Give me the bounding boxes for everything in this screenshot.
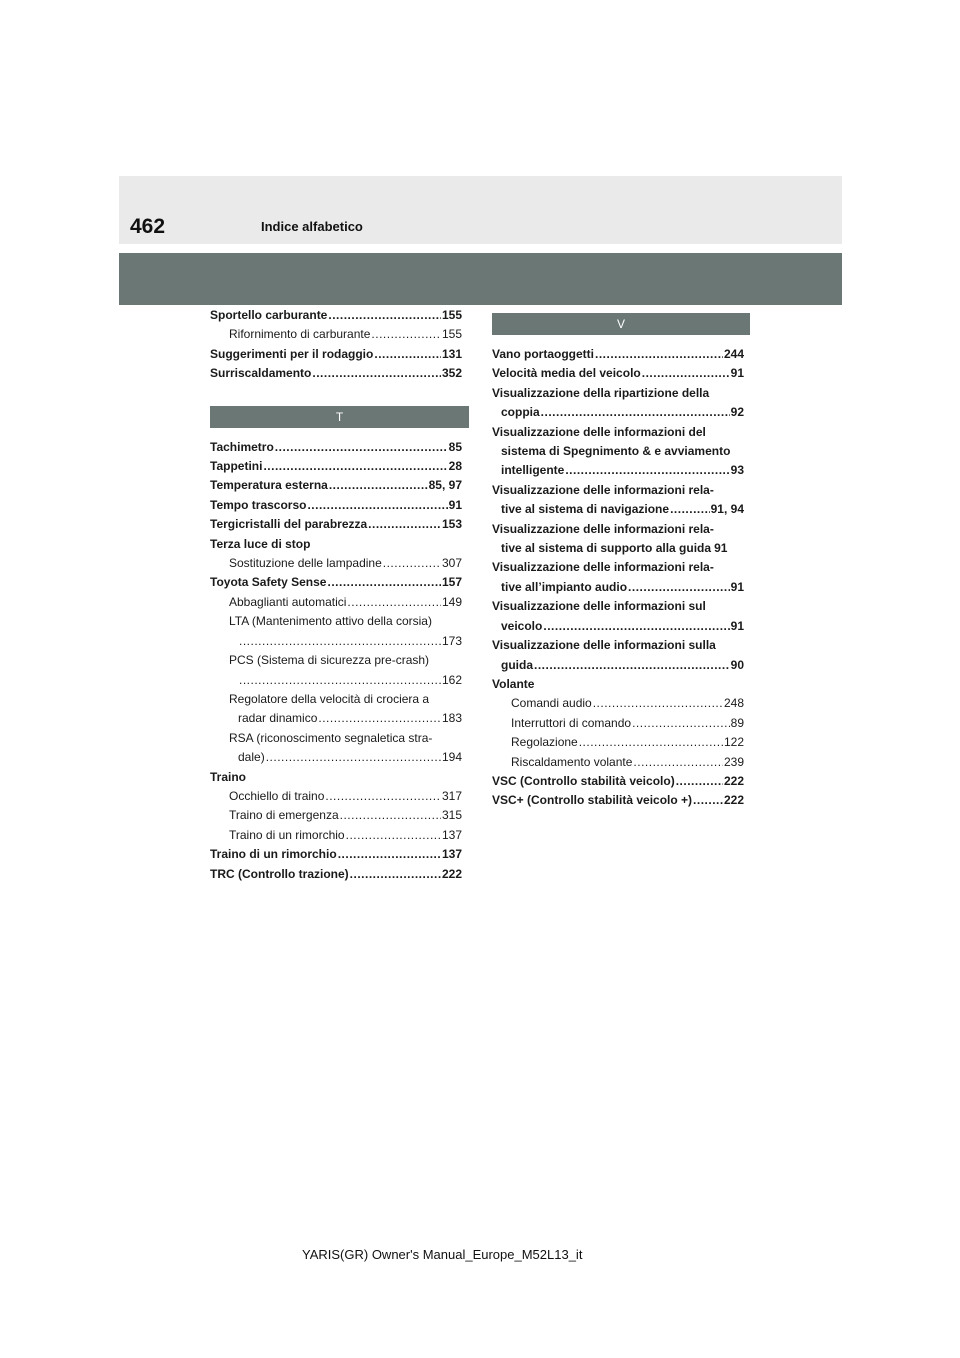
index-subentry: Regolatore della velocità di crociera a xyxy=(229,691,430,706)
index-entry: Tachimetro ..... 85 xyxy=(210,438,462,457)
index-entry: Vano portaoggetti ..... 244 xyxy=(492,345,744,364)
index-entry: Visualizzazione delle informazioni sulla xyxy=(492,638,716,653)
index-entry-continued: veicolo ..... 91 xyxy=(492,617,744,636)
index-subentry: Riscaldamento volante ..... 239 xyxy=(492,753,744,772)
index-entry-continued: tive al sistema di supporto alla guida 91 xyxy=(501,541,728,556)
index-entry: Toyota Safety Sense ..... 157 xyxy=(210,573,462,592)
footer-manual-id: YARIS(GR) Owner's Manual_Europe_M52L13_it xyxy=(302,1247,583,1262)
index-column-left xyxy=(210,306,462,884)
section-header-t: T xyxy=(210,406,469,428)
index-entry: Visualizzazione della ripartizione della xyxy=(492,385,710,400)
index-subentry: Abbaglianti automatici ..... 149 xyxy=(210,593,462,612)
index-subentry: PCS (Sistema di sicurezza pre-crash) xyxy=(229,653,430,668)
index-entry: Sportello carburante ..... 155 xyxy=(210,306,462,325)
index-subentry: Interruttori di comando ..... 89 xyxy=(492,714,744,733)
index-entry: Surriscaldamento ..... 352 xyxy=(210,364,462,383)
index-entry: Tappetini ..... 28 xyxy=(210,457,462,476)
index-subentry-continued: ..... 162 xyxy=(210,671,462,690)
index-entry: Visualizzazione delle informazioni sul xyxy=(492,599,706,614)
index-entry: Traino xyxy=(210,769,247,784)
index-subentry: LTA (Mantenimento attivo della corsia) xyxy=(229,614,432,629)
section-banner xyxy=(119,253,842,305)
index-subentry: Traino di emergenza ..... 315 xyxy=(210,806,462,825)
index-entry: Terza luce di stop xyxy=(210,536,311,551)
index-entry: Temperatura esterna ..... 85, 97 xyxy=(210,476,462,495)
index-subentry-continued: ..... 173 xyxy=(210,632,462,651)
index-subentry: Sostituzione delle lampadine ..... 307 xyxy=(210,554,462,573)
index-subentry: Regolazione ..... 122 xyxy=(492,733,744,752)
index-entry: Visualizzazione delle informazioni rela- xyxy=(492,560,714,575)
index-entry: Tergicristalli del parabrezza ..... 153 xyxy=(210,515,462,534)
index-entry-continued: coppia ..... 92 xyxy=(492,403,744,422)
index-entry: Visualizzazione delle informazioni rela- xyxy=(492,521,714,536)
index-entry-continued: tive all’impianto audio ..... 91 xyxy=(492,578,744,597)
index-subentry: Comandi audio ..... 248 xyxy=(492,694,744,713)
index-entry: Traino di un rimorchio ..... 137 xyxy=(210,845,462,864)
index-entry: Visualizzazione delle informazioni del xyxy=(492,424,706,439)
index-entry: Suggerimenti per il rodaggio ..... 131 xyxy=(210,345,462,364)
index-entry-continued: sistema di Spegnimento & e avviamento xyxy=(501,444,731,459)
index-entry-continued: guida ..... 90 xyxy=(492,656,744,675)
index-subentry: Rifornimento di carburante ..... 155 xyxy=(210,325,462,344)
index-entry: TRC (Controllo trazione) ..... 222 xyxy=(210,865,462,884)
index-column-right xyxy=(492,306,744,811)
index-subentry: Occhiello di traino ..... 317 xyxy=(210,787,462,806)
index-subentry: Traino di un rimorchio ..... 137 xyxy=(210,826,462,845)
index-subentry-continued: radar dinamico ..... 183 xyxy=(210,709,462,728)
index-subentry: RSA (riconoscimento segnaletica stra- xyxy=(229,730,433,745)
index-subentry-continued: dale) ..... 194 xyxy=(210,748,462,767)
page-number: 462 xyxy=(130,215,166,238)
index-entry-continued: intelligente ..... 93 xyxy=(492,461,744,480)
header-band xyxy=(119,176,842,244)
index-entry: Visualizzazione delle informazioni rela- xyxy=(492,482,714,497)
index-entry: VSC+ (Controllo stabilità veicolo +) ..... 222 xyxy=(492,791,744,810)
index-entry: Velocità media del veicolo ..... 91 xyxy=(492,364,744,383)
index-entry: Tempo trascorso ..... 91 xyxy=(210,496,462,515)
index-entry-continued: tive al sistema di navigazione ..... 91, 94 xyxy=(492,500,744,519)
page-title: Indice alfabetico xyxy=(261,219,363,234)
index-entry: Volante xyxy=(492,676,535,691)
index-entry: VSC (Controllo stabilità veicolo) ..... 222 xyxy=(492,772,744,791)
section-header-v: V xyxy=(492,313,750,335)
